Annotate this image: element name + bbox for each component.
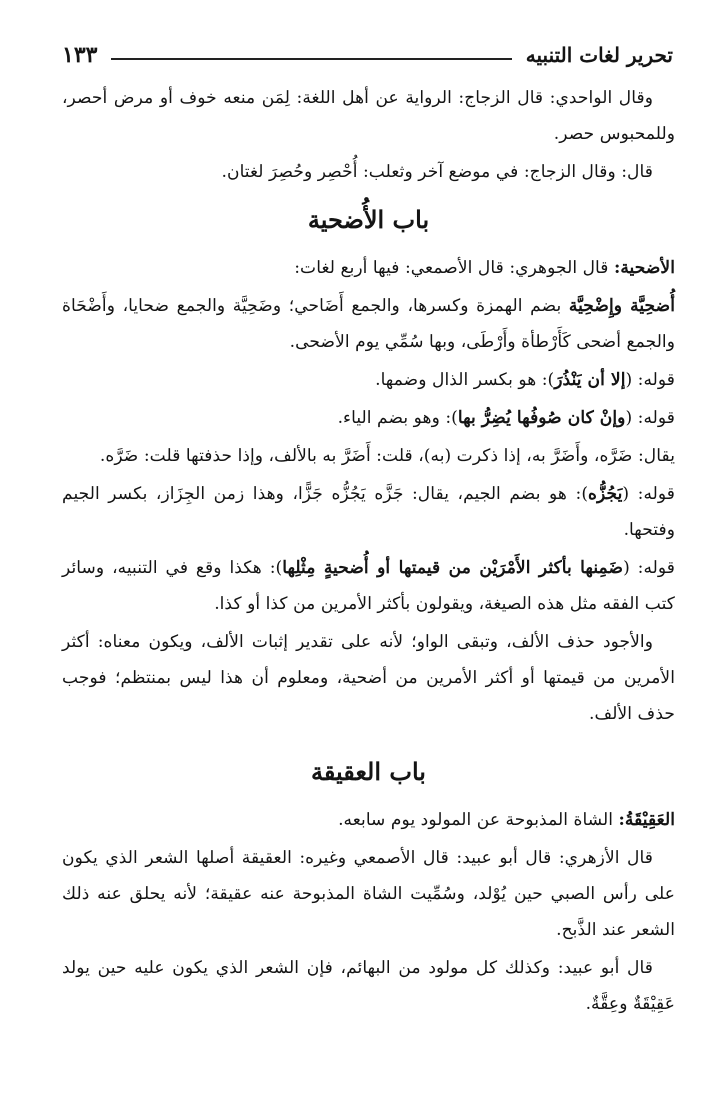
paragraph: قال أبو عبيد: وكذلك كل مولود من البهائم، فإن الشعر الذي يكون عليه حين يولد عَقِيْقَةٌ وعِقَّةٌ.: [62, 958, 675, 1014]
page-number: ١٣٣: [62, 42, 98, 68]
term: العَقِيْقَةُ:: [618, 810, 675, 830]
running-header: [62, 38, 673, 72]
paragraph-text: قوله: (: [622, 484, 675, 504]
term: أُضحِيَّة وإِضْحِيَّة: [568, 296, 676, 316]
section-heading-aqiqa: باب العقيقة: [311, 757, 426, 786]
quoted-term: يَجُزُّه: [588, 484, 623, 504]
quoted-term: ضَمِنها بأكثر الأَمْرَيْن من قيمتها أو أُضحيةٍ مِثْلِها: [282, 558, 624, 578]
paragraph-text: ): وهو بضم الياء.: [337, 408, 458, 428]
paragraph: [62, 288, 675, 360]
paragraph: [62, 802, 675, 838]
paragraph: وقال الواحدي: قال الزجاج: الرواية عن أهل اللغة: لِمَن منعه خوف أو مرض أحصر، وللمحبوس حصر.: [62, 88, 675, 144]
paragraph: والأجود حذف الألف، وتبقى الواو؛ لأنه على تقدير إثبات الألف، ويكون معناه: أكثر الأمرين من قيمتها أو أكثر الأمرين من أضحية، ومعلوم أن هذا ليس بمنتظم؛ فوجب حذف الألف.: [62, 632, 675, 724]
header-rule: [111, 58, 511, 60]
paragraph: قال الأزهري: قال أبو عبيد: قال الأصمعي وغيره: العقيقة أصلها الشعر الذي يكون على رأس الصبي حين يُوْلد، وسُمِّيت الشاة المذبوحة عنه عقيقة؛ لأنه يحلق عنه ذلك الشعر عند الذَّبح.: [62, 848, 675, 940]
paragraph-text: ): هكذا وقع في التنبيه، وسائر كتب الفقه مثل هذه الصيغة، ويقولون بأكثر الأمرين من كذا أو كذا.: [62, 558, 675, 614]
page-body: [62, 80, 675, 1024]
quoted-term: وإنْ كان صُوفُها يُضِرُّ بها: [457, 408, 626, 428]
quoted-term: إلا أن يَنْذُرَ: [554, 370, 626, 390]
paragraph-text: قوله: (: [623, 558, 675, 578]
header-title: تحرير لغات التنبيه: [525, 43, 673, 67]
paragraph: قال: وقال الزجاج: في موضع آخر وثعلب: أُحْصِر وحُصِرَ لغتان.: [221, 162, 653, 182]
paragraph-text: بضم الهمزة وكسرها، والجمع أَضَاحي؛ وضَحِيَّة والجمع ضحايا، وأَضْحَاة والجمع أضحى كَأَرْطأة وأَرْطَى، وبها سُمِّي يوم الأضحى.: [62, 296, 675, 352]
paragraph-text: ): هو بضم الجيم، يقال: جَزَّه يَجُزُّه جَزًّا، وهذا زمن الجِزَاز، بكسر الجيم وفتحها.: [62, 484, 675, 540]
paragraph-text: قال الجوهري: قال الأصمعي: فيها أربع لغات:: [294, 258, 614, 278]
paragraph-text: قوله: (: [625, 408, 675, 428]
paragraph: يقال: ضَرَّه، وأَضَرَّ به، إذا ذكرت (به)، قلت: أَضَرَّ به بالألف، وإذا حذفتها قلت: ضَرَّه.: [99, 446, 675, 466]
paragraph: [62, 476, 675, 548]
paragraph: [62, 400, 675, 436]
paragraph: [62, 362, 675, 398]
paragraph: [62, 550, 675, 622]
paragraph-text: ): هو بكسر الذال وضمها.: [375, 370, 555, 390]
paragraph: [62, 250, 675, 286]
paragraph-text: قوله: (: [625, 370, 675, 390]
term: الأضحية:: [613, 258, 675, 278]
section-heading-udhiya: باب الأُضحية: [307, 205, 430, 234]
paragraph-text: الشاة المذبوحة عن المولود يوم سابعه.: [338, 810, 619, 830]
